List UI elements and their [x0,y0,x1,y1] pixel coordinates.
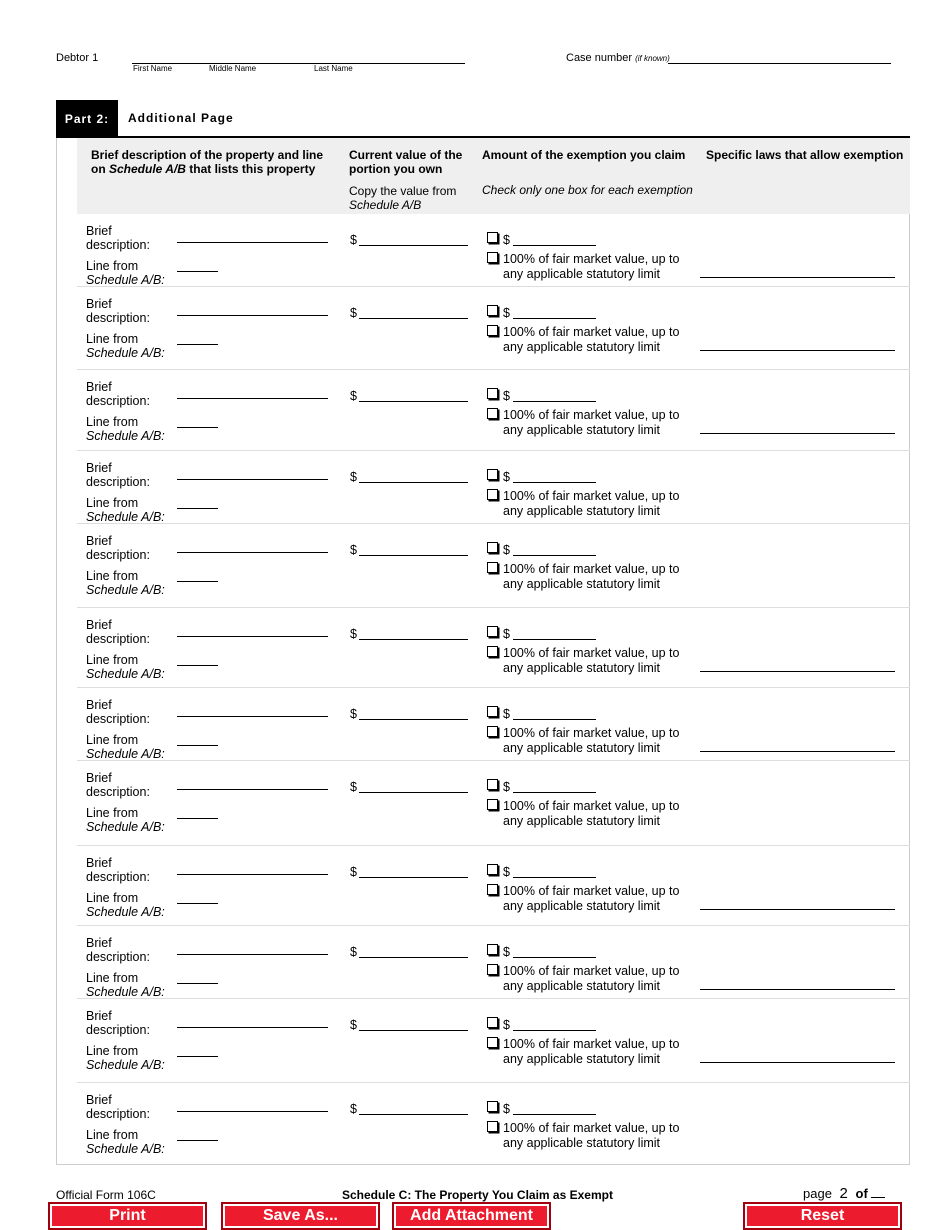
col-description-header: Brief description of the property and line on Schedule A/B that lists this property [91,148,324,176]
exemption-amount-dollar: $ [503,707,510,721]
fmv-label: 100% of fair market value, up to any applicable statutory limit [503,489,680,518]
fmv-label: 100% of fair market value, up to any applicable statutory limit [503,799,680,828]
brief-description-input[interactable] [177,315,328,316]
brief-description-input[interactable] [177,716,328,717]
middle-name-label: Middle Name [209,64,257,73]
line-from-label: Line from Schedule A/B: [86,806,165,834]
fmv-label: 100% of fair market value, up to any applicable statutory limit [503,964,680,993]
col-value-header: Current value of the portion you own [349,148,463,176]
current-value-input[interactable] [359,1114,468,1115]
current-value-dollar: $ [350,389,357,403]
exemption-row [77,608,910,688]
line-from-input[interactable] [177,1140,218,1141]
current-value-input[interactable] [359,792,468,793]
exemption-row [77,524,910,608]
brief-description-input[interactable] [177,789,328,790]
page-number[interactable]: 2 [836,1185,852,1203]
exemption-amount-checkbox[interactable] [487,305,498,316]
brief-description-label: Brief description: [86,698,150,726]
line-from-input[interactable] [177,818,218,819]
exemption-amount-dollar: $ [503,470,510,484]
fmv-label: 100% of fair market value, up to any applicable statutory limit [503,562,680,591]
line-from-input[interactable] [177,1056,218,1057]
exemption-amount-checkbox[interactable] [487,469,498,480]
exemption-row [77,214,910,287]
specific-laws-input[interactable] [700,751,895,752]
exemption-amount-dollar: $ [503,780,510,794]
exemption-amount-input[interactable] [513,401,596,402]
fmv-checkbox[interactable] [487,1121,498,1132]
brief-description-label: Brief description: [86,224,150,252]
col-exemption-note: Check only one box for each exemption [482,183,693,197]
brief-description-input[interactable] [177,242,328,243]
fmv-checkbox[interactable] [487,646,498,657]
fmv-label: 100% of fair market value, up to any applicable statutory limit [503,1037,680,1066]
last-name-label: Last Name [314,64,353,73]
specific-laws-input[interactable] [700,1062,895,1063]
line-from-label: Line from Schedule A/B: [86,496,165,524]
line-from-label: Line from Schedule A/B: [86,415,165,443]
exemption-row [77,761,910,846]
fmv-label: 100% of fair market value, up to any applicable statutory limit [503,1121,680,1150]
line-from-input[interactable] [177,581,218,582]
line-from-input[interactable] [177,665,218,666]
exemption-amount-dollar: $ [503,1018,510,1032]
page-total[interactable] [871,1197,885,1198]
case-number-label: Case number (if known) [566,52,670,64]
specific-laws-input[interactable] [700,671,895,672]
col-exemption-header: Amount of the exemption you claim [482,148,686,162]
part-tag: Part 2: [56,100,118,137]
debtor-name-field[interactable] [132,52,465,64]
current-value-input[interactable] [359,639,468,640]
brief-description-label: Brief description: [86,771,150,799]
exemption-amount-checkbox[interactable] [487,626,498,637]
current-value-input[interactable] [359,482,468,483]
specific-laws-input[interactable] [700,277,895,278]
exemption-amount-checkbox[interactable] [487,1017,498,1028]
exemption-amount-input[interactable] [513,1030,596,1031]
exemption-amount-input[interactable] [513,792,596,793]
current-value-dollar: $ [350,306,357,320]
exemption-amount-input[interactable] [513,555,596,556]
line-from-input[interactable] [177,344,218,345]
exemption-amount-input[interactable] [513,482,596,483]
part-header [56,100,910,138]
line-from-label: Line from Schedule A/B: [86,569,165,597]
brief-description-label: Brief description: [86,936,150,964]
current-value-dollar: $ [350,627,357,641]
brief-description-input[interactable] [177,1027,328,1028]
current-value-input[interactable] [359,877,468,878]
brief-description-input[interactable] [177,398,328,399]
current-value-input[interactable] [359,957,468,958]
brief-description-label: Brief description: [86,534,150,562]
fmv-checkbox[interactable] [487,408,498,419]
fmv-checkbox[interactable] [487,964,498,975]
fmv-label: 100% of fair market value, up to any applicable statutory limit [503,726,680,755]
current-value-dollar: $ [350,707,357,721]
line-from-label: Line from Schedule A/B: [86,733,165,761]
debtor-label: Debtor 1 [56,52,99,64]
line-from-label: Line from Schedule A/B: [86,1128,165,1156]
exemption-amount-dollar: $ [503,543,510,557]
exemption-row [77,1083,910,1165]
exemption-amount-input[interactable] [513,639,596,640]
fmv-checkbox[interactable] [487,562,498,573]
exemption-row [77,926,910,999]
exemption-row [77,846,910,926]
brief-description-input[interactable] [177,636,328,637]
exemption-amount-input[interactable] [513,245,596,246]
brief-description-input[interactable] [177,479,328,480]
part-title: Additional Page [128,111,234,125]
exemption-amount-checkbox[interactable] [487,542,498,553]
fmv-checkbox[interactable] [487,1037,498,1048]
line-from-label: Line from Schedule A/B: [86,971,165,999]
fmv-label: 100% of fair market value, up to any applicable statutory limit [503,252,680,281]
exemption-amount-dollar: $ [503,1102,510,1116]
line-from-input[interactable] [177,983,218,984]
brief-description-label: Brief description: [86,618,150,646]
exemption-amount-dollar: $ [503,233,510,247]
exemption-row [77,688,910,761]
exemption-amount-input[interactable] [513,877,596,878]
line-from-input[interactable] [177,271,218,272]
exemption-amount-checkbox[interactable] [487,706,498,717]
reset-button[interactable]: Reset [745,1204,900,1228]
col-value-note: Copy the value from Schedule A/B [349,184,457,212]
exemption-row [77,287,910,370]
fmv-checkbox[interactable] [487,489,498,500]
line-from-input[interactable] [177,508,218,509]
line-from-label: Line from Schedule A/B: [86,259,165,287]
exemption-row [77,999,910,1083]
exemption-amount-dollar: $ [503,945,510,959]
fmv-label: 100% of fair market value, up to any applicable statutory limit [503,884,680,913]
current-value-dollar: $ [350,543,357,557]
exemption-amount-checkbox[interactable] [487,232,498,243]
current-value-dollar: $ [350,865,357,879]
add-attachment-button[interactable]: Add Attachment [394,1204,549,1228]
current-value-dollar: $ [350,1102,357,1116]
col-laws-header: Specific laws that allow exemption [706,148,904,162]
exemption-amount-checkbox[interactable] [487,1101,498,1112]
exemption-amount-input[interactable] [513,1114,596,1115]
column-headers [77,138,910,214]
brief-description-input[interactable] [177,552,328,553]
exemption-row [77,370,910,451]
brief-description-label: Brief description: [86,297,150,325]
brief-description-label: Brief description: [86,856,150,884]
exemption-amount-input[interactable] [513,719,596,720]
exemption-amount-dollar: $ [503,627,510,641]
fmv-label: 100% of fair market value, up to any applicable statutory limit [503,408,680,437]
first-name-label: First Name [133,64,173,73]
brief-description-label: Brief description: [86,380,150,408]
current-value-input[interactable] [359,719,468,720]
specific-laws-input[interactable] [700,350,895,351]
exemption-row [77,451,910,524]
current-value-dollar: $ [350,233,357,247]
specific-laws-input[interactable] [700,989,895,990]
fmv-checkbox[interactable] [487,325,498,336]
exemption-amount-checkbox[interactable] [487,864,498,875]
brief-description-label: Brief description: [86,461,150,489]
page-indicator: page 2 of [803,1185,885,1202]
exemption-amount-dollar: $ [503,865,510,879]
exemption-amount-checkbox[interactable] [487,944,498,955]
current-value-dollar: $ [350,780,357,794]
current-value-dollar: $ [350,470,357,484]
brief-description-input[interactable] [177,874,328,875]
fmv-label: 100% of fair market value, up to any applicable statutory limit [503,325,680,354]
line-from-label: Line from Schedule A/B: [86,653,165,681]
form-number: Official Form 106C [56,1188,156,1202]
case-number-field[interactable] [668,52,891,64]
fmv-checkbox[interactable] [487,726,498,737]
save-as-button[interactable]: Save As... [223,1204,378,1228]
fmv-checkbox[interactable] [487,799,498,810]
line-from-label: Line from Schedule A/B: [86,1044,165,1072]
brief-description-label: Brief description: [86,1009,150,1037]
line-from-label: Line from Schedule A/B: [86,332,165,360]
brief-description-input[interactable] [177,1111,328,1112]
current-value-input[interactable] [359,318,468,319]
exemption-amount-dollar: $ [503,306,510,320]
fmv-label: 100% of fair market value, up to any applicable statutory limit [503,646,680,675]
exemption-amount-input[interactable] [513,957,596,958]
current-value-dollar: $ [350,945,357,959]
exemption-amount-dollar: $ [503,389,510,403]
fmv-checkbox[interactable] [487,252,498,263]
specific-laws-input[interactable] [700,909,895,910]
exemption-amount-checkbox[interactable] [487,779,498,790]
line-from-input[interactable] [177,903,218,904]
fmv-checkbox[interactable] [487,884,498,895]
line-from-input[interactable] [177,427,218,428]
current-value-input[interactable] [359,245,468,246]
brief-description-input[interactable] [177,954,328,955]
form-title: Schedule C: The Property You Claim as Exempt [342,1188,613,1202]
current-value-input[interactable] [359,555,468,556]
specific-laws-input[interactable] [700,433,895,434]
exemption-amount-input[interactable] [513,318,596,319]
current-value-input[interactable] [359,1030,468,1031]
current-value-input[interactable] [359,401,468,402]
print-button[interactable]: Print [50,1204,205,1228]
brief-description-label: Brief description: [86,1093,150,1121]
line-from-label: Line from Schedule A/B: [86,891,165,919]
line-from-input[interactable] [177,745,218,746]
current-value-dollar: $ [350,1018,357,1032]
exemption-amount-checkbox[interactable] [487,388,498,399]
